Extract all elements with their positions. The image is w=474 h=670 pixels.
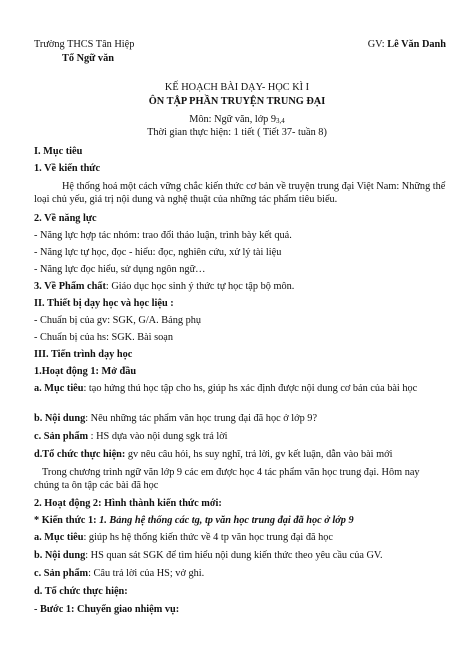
activity2-product [34, 567, 446, 580]
activity1-product-text: : HS dựa vào nội dung sgk trả lời [88, 431, 228, 442]
activity2-objective-text: : giúp hs hệ thống kiến thức về 4 tp văn học trung đại đã học [83, 532, 333, 543]
equipment-item: - Chuẩn bị của hs: SGK. Bài soạn [34, 332, 173, 343]
department-name: Tổ Ngữ văn [62, 53, 114, 64]
section-objectives-heading: I. Mục tiêu [34, 146, 83, 157]
activity1-heading: 1.Hoạt động 1: Mở đầu [34, 366, 137, 377]
equipment-heading: II. Thiết bị dạy học và học liệu : [34, 298, 174, 309]
competency-heading: 2. Về năng lực [34, 213, 97, 224]
activity2-objective [34, 531, 446, 544]
knowledge1-label: * Kiến thức 1: [34, 515, 100, 526]
activity1-content [34, 412, 446, 425]
knowledge-heading: 1. Về kiến thức [34, 163, 101, 174]
activity2-content [34, 549, 446, 562]
activity1-objective-text: : tạo hứng thú học tập cho hs, giúp hs xác định được nội dung cơ bản của bài học [83, 383, 418, 394]
quality-heading: 3. Về Phẩm chất [34, 281, 106, 292]
activity1-organization-text: gv nêu câu hỏi, hs suy nghĩ, trả lời, gv kết luận, dẫn vào bài mới [125, 449, 393, 460]
quality-text: : Giáo dục học sinh ý thức tự học tập bộ môn. [105, 281, 295, 292]
teacher-name: Lê Văn Danh [387, 39, 446, 50]
teacher-prefix: GV: [367, 39, 388, 50]
step1-heading: - Bước 1: Chuyển giao nhiệm vụ: [34, 604, 180, 615]
knowledge1-title: 1. Bảng hệ thống các tg, tp văn học trung đại đã học ở lớp 9 [99, 515, 354, 526]
activity1-objective-label: a. Mục tiêu [34, 383, 84, 394]
activity1-content-label: b. Nội dung [34, 413, 86, 424]
time-line: Thời gian thực hiện: 1 tiết ( Tiết 37- tuần 8) [147, 127, 327, 138]
activity1-product-label: c. Sản phẩm [34, 431, 89, 442]
competency-item: - Năng lực tự học, đọc - hiểu: đọc, nghiên cứu, xử lý tài liệu [34, 247, 282, 258]
activity1-objective [34, 382, 446, 395]
activity2-content-label: b. Nội dung [34, 550, 86, 561]
knowledge1-line [34, 514, 446, 527]
activity2-product-text: : Câu trả lời của HS; vở ghi. [88, 568, 205, 579]
activity1-content-text: : Nêu những tác phẩm văn học trung đại đã học ở lớp 9? [85, 413, 318, 424]
competency-item: - Năng lực hợp tác nhóm: trao đổi thảo luận, trình bày kết quả. [34, 230, 292, 241]
activity2-heading: 2. Hoạt động 2: Hình thành kiến thức mới: [34, 498, 222, 509]
quality-line [34, 280, 446, 293]
activity1-paragraph: Trong chương trình ngữ văn lớp 9 các em được học 4 tác phẩm văn học trung đại. Hôm nay chúng ta ôn tập các bài đã học [34, 467, 420, 491]
plan-title: KẾ HOẠCH BÀI DẠY- HỌC KÌ I [164, 82, 310, 93]
equipment-item: - Chuẩn bị của gv: SGK, G/A. Bảng phụ [34, 315, 202, 326]
activity2-content-text: : HS quan sát SGK để tìm hiểu nội dung kiến thức theo yêu cầu của GV. [85, 550, 383, 561]
activity1-organization-label: d.Tổ chức thực hiện: [34, 449, 126, 460]
activity1-product [34, 430, 446, 443]
process-heading: III. Tiến trình dạy học [34, 349, 133, 360]
knowledge-paragraph: Hệ thống hoá một cách vững chắc kiến thức cơ bản về truyện trung đại Việt Nam: Những thể loại chủ yếu, giá trị nội dung và nghệ thuật của những tác phẩm tiêu biểu. [34, 181, 446, 205]
competency-item: - Năng lực đọc hiểu, sử dụng ngôn ngữ… [34, 264, 206, 275]
activity1-organization [34, 448, 446, 461]
lesson-title: ÔN TẬP PHẦN TRUYỆN TRUNG ĐẠI [148, 96, 326, 107]
activity2-objective-label: a. Mục tiêu [34, 532, 84, 543]
subject-text: Môn: Ngữ văn, lớp 9 [189, 114, 277, 125]
subject-line [30, 113, 444, 127]
activity2-organization-label: d. Tổ chức thực hiện: [34, 586, 128, 597]
subject-classes: 3,4 [276, 117, 285, 125]
activity2-product-label: c. Sản phẩm [34, 568, 89, 579]
teacher-line [368, 38, 446, 51]
school-name: Trường THCS Tân Hiệp [34, 39, 135, 50]
